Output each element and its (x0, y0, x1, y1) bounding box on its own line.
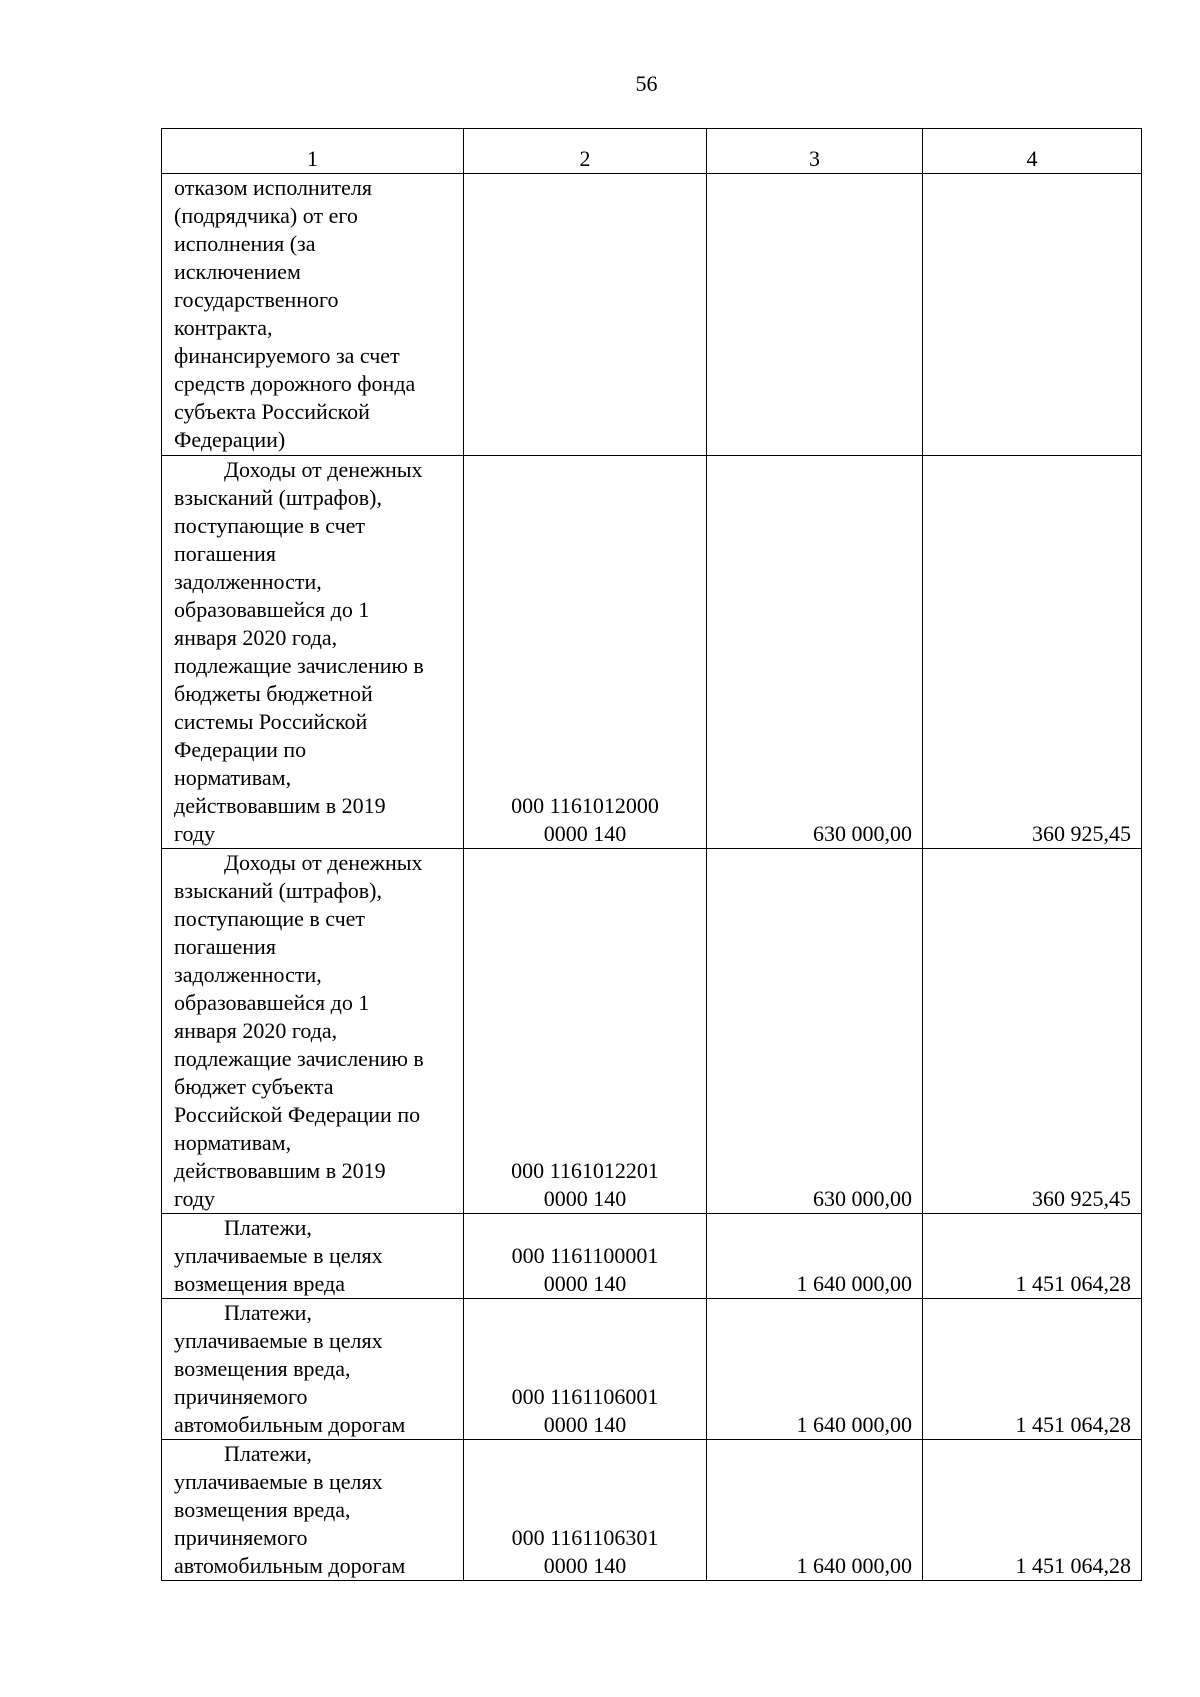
column-header-2: 2 (464, 129, 707, 174)
row-plan-cell: 630 000,00 (707, 849, 923, 1214)
row-code-cell: 000 1161100001 0000 140 (464, 1214, 707, 1299)
row-name-cell: Платежи, уплачиваемые в целях возмещения вреда, причиняемого автомобильным дорогам (162, 1440, 464, 1581)
table-row (162, 1440, 1142, 1581)
row-name-cell: Доходы от денежных взысканий (штрафов), поступающие в счет погашения задолженности, образовавшейся до 1 января 2020 года, подлежащие зачислению в бюджет субъекта Российской Федерации по нормативам, действовавшим в 2019 году (162, 849, 464, 1214)
column-header-1: 1 (162, 129, 464, 174)
table-header-row (162, 129, 1142, 174)
column-header-3: 3 (707, 129, 923, 174)
row-name-cell: Доходы от денежных взысканий (штрафов), поступающие в счет погашения задолженности, образовавшейся до 1 января 2020 года, подлежащие зачислению в бюджеты бюджетной системы Российской Федерации по нормативам, действовавшим в 2019 году (162, 456, 464, 849)
row-plan-cell: 1 640 000,00 (707, 1214, 923, 1299)
row-plan-cell: 1 640 000,00 (707, 1299, 923, 1440)
row-code-cell: 000 1161106301 0000 140 (464, 1440, 707, 1581)
table-row (162, 1299, 1142, 1440)
row-code-cell: 000 1161106001 0000 140 (464, 1299, 707, 1440)
row-code-cell: 000 1161012000 0000 140 (464, 456, 707, 849)
page-number: 56 (635, 71, 658, 96)
row-plan-cell (707, 174, 923, 456)
table-row (162, 849, 1142, 1214)
column-header-4: 4 (923, 129, 1142, 174)
row-fact-cell: 1 451 064,28 (923, 1440, 1142, 1581)
revenue-table (161, 128, 1142, 1581)
row-fact-cell: 1 451 064,28 (923, 1299, 1142, 1440)
row-fact-cell: 360 925,45 (923, 456, 1142, 849)
row-fact-cell (923, 174, 1142, 456)
row-plan-cell: 630 000,00 (707, 456, 923, 849)
table-row (162, 456, 1142, 849)
row-fact-cell: 1 451 064,28 (923, 1214, 1142, 1299)
row-code-cell: 000 1161012201 0000 140 (464, 849, 707, 1214)
table-row (162, 1214, 1142, 1299)
row-fact-cell: 360 925,45 (923, 849, 1142, 1214)
row-name-cell: отказом исполнителя (подрядчика) от его исполнения (за исключением государственного контракта, финансируемого за счет средств дорожного фонда субъекта Российской Федерации) (162, 174, 464, 456)
row-name-cell: Платежи, уплачиваемые в целях возмещения вреда (162, 1214, 464, 1299)
table-row (162, 174, 1142, 456)
row-code-cell (464, 174, 707, 456)
row-plan-cell: 1 640 000,00 (707, 1440, 923, 1581)
row-name-cell: Платежи, уплачиваемые в целях возмещения вреда, причиняемого автомобильным дорогам (162, 1299, 464, 1440)
